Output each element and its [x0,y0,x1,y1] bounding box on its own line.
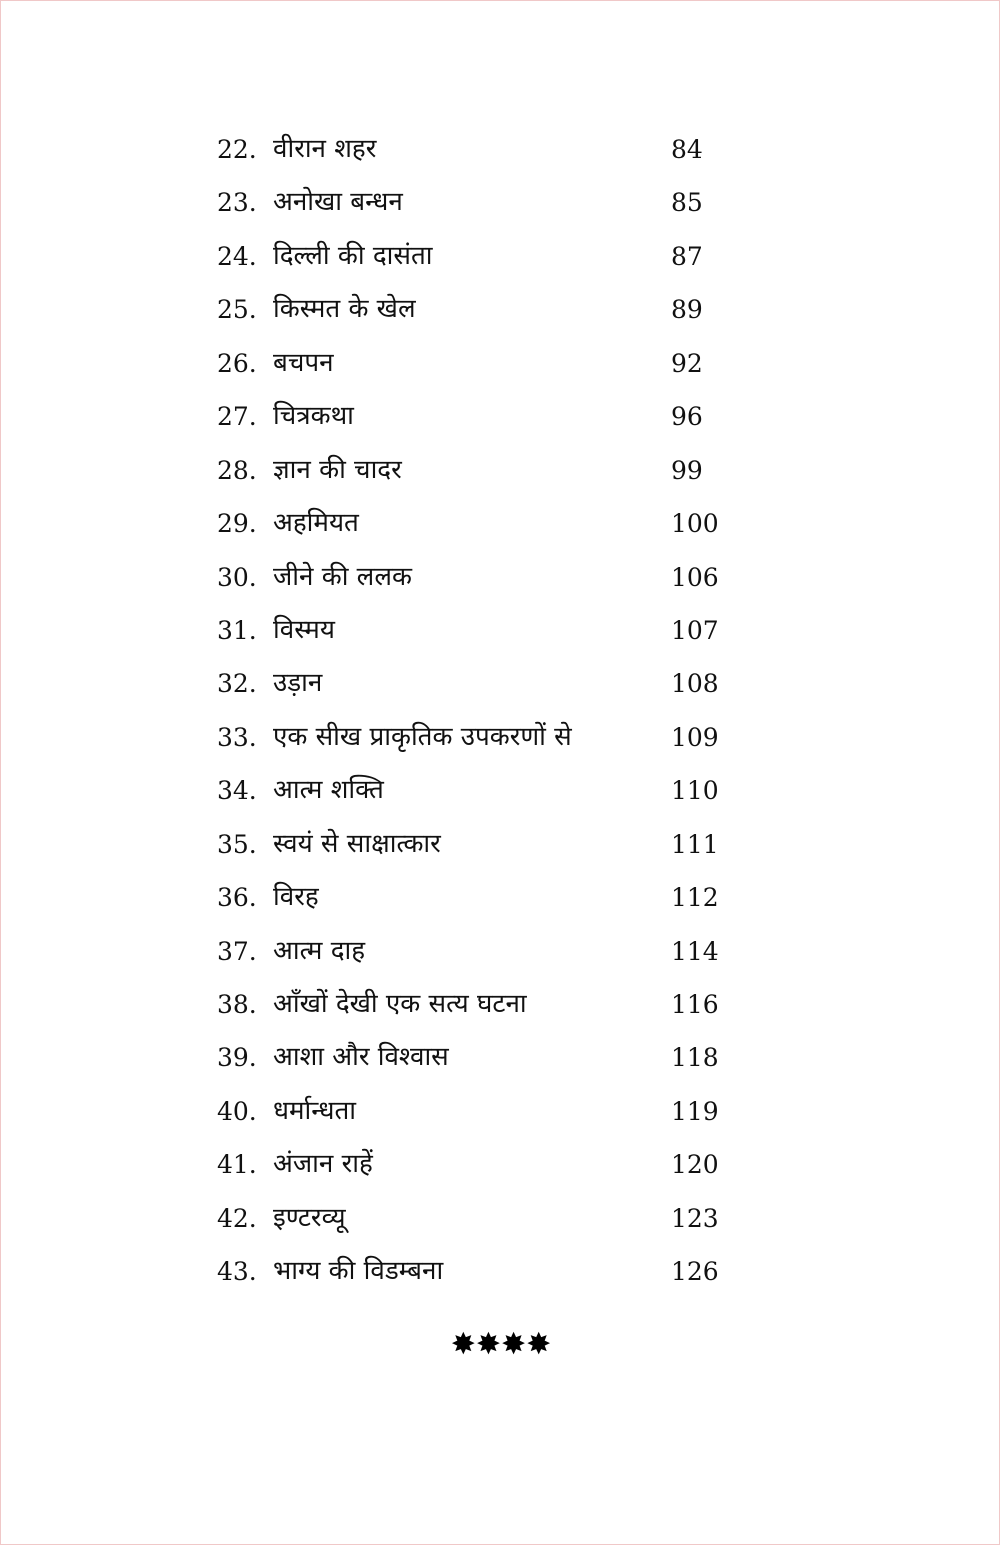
toc-entry-number: 34. [217,776,257,806]
toc-entry-title: उड़ान [273,668,323,699]
toc-entry-number: 25. [217,295,257,325]
toc-entry-title: अहमियत [273,508,359,539]
toc-entry-page-number: 123 [671,1203,719,1233]
toc-entry-title: आशा और विश्वास [273,1042,449,1073]
toc-entry-title: विरह [273,882,319,913]
toc-entry-number: 22. [217,135,257,164]
toc-entry [217,657,737,710]
toc-entry-number: 24. [217,241,257,271]
toc-entry-title: धर्मान्धता [273,1095,357,1126]
table-of-contents [217,123,737,1299]
toc-entry [217,497,737,550]
toc-entry-page-number: 99 [671,455,703,485]
toc-entry-number: 41. [217,1150,257,1180]
toc-entry [217,1085,737,1138]
toc-entry [217,390,737,443]
toc-entry-number: 29. [217,509,257,539]
toc-entry [217,283,737,336]
toc-entry [217,604,737,657]
toc-entry [217,764,737,817]
toc-entry-title: जीने की ललक [273,561,412,592]
toc-entry-title: आँखों देखी एक सत्य घटना [273,989,527,1019]
toc-entry-page-number: 96 [671,402,703,432]
toc-entry [217,1192,737,1245]
toc-entry [217,551,737,604]
toc-entry-page-number: 109 [671,722,719,752]
toc-entry-number: 36. [217,883,257,913]
toc-entry-title: इण्टरव्यू [273,1202,346,1233]
toc-entry-title: वीरान शहर [273,134,377,164]
toc-entry-page-number: 92 [671,348,703,378]
toc-entry-number: 42. [217,1203,257,1233]
toc-entry-number: 31. [217,615,257,645]
toc-entry [217,978,737,1031]
toc-entry-number: 38. [217,990,257,1019]
toc-entry [217,711,737,764]
toc-entry-page-number: 100 [671,509,719,539]
toc-entry-number: 35. [217,829,257,859]
toc-entry-page-number: 119 [671,1096,719,1126]
toc-entry-number: 39. [217,1043,257,1073]
toc-entry-number: 23. [217,188,257,218]
toc-entry-page-number: 126 [671,1257,719,1287]
end-ornament-stars: ✸✸✸✸ [450,1327,552,1362]
toc-entry-title: विस्मय [273,614,335,645]
toc-entry-number: 27. [217,402,257,432]
toc-entry-number: 26. [217,348,257,378]
toc-entry-page-number: 106 [671,562,719,592]
toc-entry [217,444,737,497]
toc-entry [217,1031,737,1084]
toc-entry-page-number: 111 [671,829,719,859]
toc-entry-number: 33. [217,722,257,752]
toc-entry-page-number: 110 [671,776,719,806]
toc-entry [217,230,737,283]
toc-entry-number: 32. [217,669,257,699]
toc-entry-title: अंजान राहें [273,1149,373,1180]
toc-entry-title: आत्म शक्ति [273,775,384,806]
toc-entry-title: भाग्य की विडम्बना [273,1256,444,1287]
toc-entry [217,1138,737,1191]
toc-entry-page-number: 84 [671,135,703,164]
toc-entry-page-number: 107 [671,615,719,645]
toc-entry-page-number: 108 [671,669,719,699]
toc-entry-title: अनोखा बन्धन [273,187,403,218]
toc-entry-page-number: 120 [671,1150,719,1180]
toc-entry [217,337,737,390]
toc-entry-title: एक सीख प्राकृतिक उपकरणों से [273,721,572,752]
toc-entry [217,871,737,924]
toc-entry [217,925,737,978]
toc-entry-number: 40. [217,1096,257,1126]
toc-entry-title: ज्ञान की चादर [273,454,402,485]
toc-entry-number: 43. [217,1257,257,1287]
toc-entry-page-number: 118 [671,1043,719,1073]
toc-entry [217,1245,737,1298]
toc-entry [217,176,737,229]
toc-entry-page-number: 87 [671,241,703,271]
toc-entry-title: चित्रकथा [273,401,354,432]
toc-entry-page-number: 114 [671,936,719,966]
toc-entry-title: स्वयं से साक्षात्कार [273,828,441,859]
toc-entry-title: किस्मत के खेल [273,294,416,325]
toc-entry-page-number: 89 [671,295,703,325]
toc-entry-title: बचपन [273,347,334,378]
toc-entry-page-number: 85 [671,188,703,218]
toc-entry-number: 28. [217,455,257,485]
toc-entry-number: 30. [217,562,257,592]
toc-entry [217,123,737,176]
toc-entry-title: दिल्ली की दासंता [273,240,433,271]
toc-entry-number: 37. [217,936,257,966]
toc-entry [217,818,737,871]
toc-entry-page-number: 112 [671,883,719,913]
toc-entry-title: आत्म दाह [273,935,366,966]
toc-entry-page-number: 116 [671,990,719,1019]
